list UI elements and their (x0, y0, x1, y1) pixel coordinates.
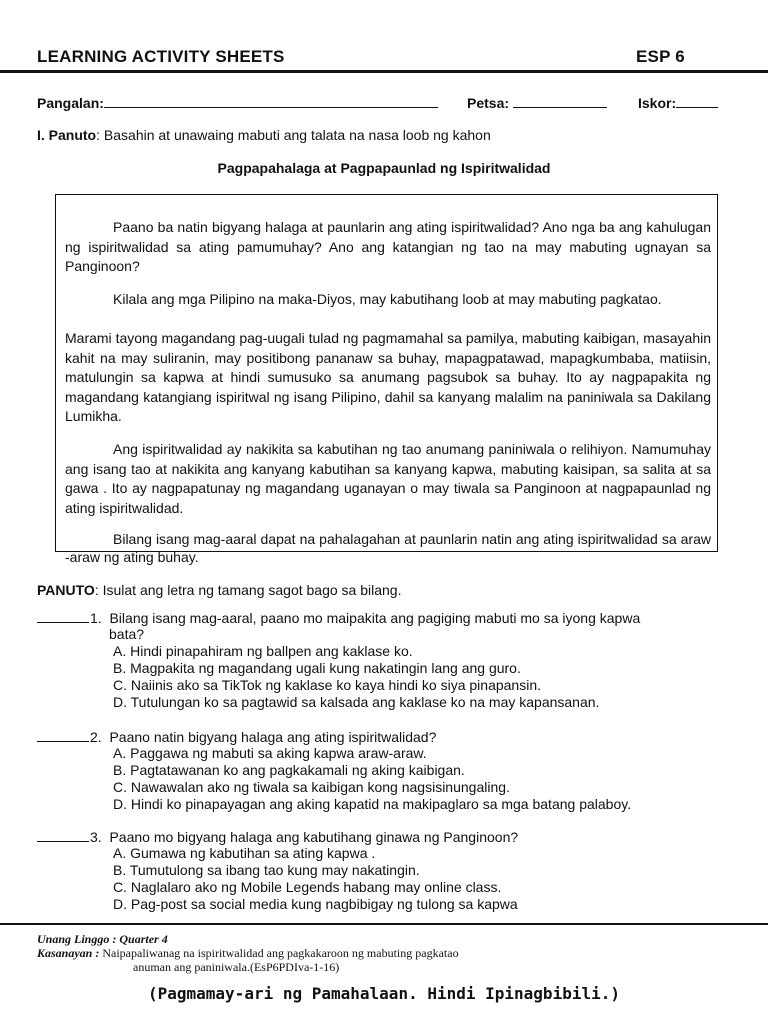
skill-text-continued: anuman ang paniniwala.(EsP6PDIva-1-16) (133, 960, 340, 974)
option-3c: C. Naglalaro ako ng Mobile Legends habang may online class. (113, 879, 502, 895)
skill-label: Kasanayan : (37, 946, 100, 960)
subject-label: ESP 6 (636, 47, 685, 66)
name-blank[interactable] (104, 93, 438, 108)
question-2 (37, 728, 727, 746)
sheet-title: LEARNING ACTIVITY SHEETS (37, 47, 285, 66)
date-blank[interactable] (513, 93, 607, 108)
question-text-continued: bata? (109, 626, 145, 642)
instruction-1-label: I. Panuto (37, 127, 97, 143)
instruction-2-label: PANUTO (37, 582, 95, 598)
option-1a: A. Hindi pinapahiram ng ballpen ang kaklase ko. (113, 643, 413, 659)
date-label: Petsa: (467, 95, 510, 111)
question-text: Paano natin bigyang halaga ang ating ispiritwalidad? (109, 729, 437, 745)
option-2b: B. Pagtatawanan ko ang pagkakamali ng aking kaibigan. (113, 762, 465, 778)
date-field (467, 93, 607, 111)
name-label: Pangalan: (37, 95, 104, 111)
question-text: Bilang isang mag-aaral, paano mo maipakita ang pagiging mabuti mo sa iyong kapwa (109, 610, 641, 626)
option-3b: B. Tumutulong sa ibang tao kung may nakatingin. (113, 862, 420, 878)
footer-rule (0, 923, 768, 925)
option-3a: A. Gumawa ng kabutihan sa ating kapwa . (113, 845, 376, 861)
week-label: Unang Linggo : Quarter 4 (37, 932, 168, 946)
skill-line (37, 946, 459, 961)
instruction-1-text: : Basahin at unawaing mabuti ang talata na nasa loob ng kahon (96, 127, 491, 143)
name-field (37, 93, 438, 111)
question-1 (37, 609, 727, 627)
question-number: 2. (90, 729, 102, 745)
instruction-1 (37, 127, 491, 143)
option-1d: D. Tutulungan ko sa pagtawid sa kalsada ang kaklase ko na may kapansanan. (113, 694, 600, 710)
ownership-notice: (Pagmamay-ari ng Pamahalaan. Hindi Ipinagbibili.) (147, 984, 620, 1003)
answer-blank-3[interactable] (37, 828, 89, 842)
score-label: Iskor: (638, 95, 677, 111)
passage-paragraph-1: Paano ba natin bigyang halaga at paunlarin ang ating ispiritwalidad? Ano nga ba ang kahulugan ng ispiritwalidad sa ating pamumuhay? Ano ang katangian ng tao na may mabuting ugnayan sa Panginoon? (65, 219, 711, 275)
question-number: 1. (90, 610, 102, 626)
passage-paragraph-3: Marami tayong magandang pag-uugali tulad ng pagmamahal sa pamilya, mabuting kaibigan, masayahin kahit na may suliranin, may positibong pananaw sa buhay, mapagpatawad, mapagkumbaba, matiisin, matulungin sa kapwa at hindi sumusuko sa anumang pagsubok sa buhay. Ito ay nagpapakita ng magandang katangiang ispiritwal ng isang Pilipino, dahil sa kanyang malalim na paniniwala sa Dakilang Lumikha. (65, 330, 711, 425)
instruction-2-text: : Isulat ang letra ng tamang sagot bago sa bilang. (94, 582, 402, 598)
option-2a: A. Paggawa ng mabuti sa aking kapwa araw-araw. (113, 745, 427, 761)
passage-title: Pagpapahalaga at Pagpapaunlad ng Ispiritwalidad (217, 160, 551, 176)
option-3d: D. Pag-post sa social media kung nagbibigay ng tulong sa kapwa (113, 896, 518, 912)
option-1c: C. Naiinis ako sa TikTok ng kaklase ko kaya hindi ko siya pinapansin. (113, 677, 541, 693)
passage-paragraph-4: Ang ispiritwalidad ay nakikita sa kabutihan ng tao anumang paniniwala o relihiyon. Namumuhay ang isang tao at nakikita ang kanyang kabutihan sa kanyang kapwa, mabuting kaisipan, sa salita at sa gawa . Ito ay nagpapatunay ng magandang uganayan o may tiwala sa Panginoon at nagpapaunlad ng ating ispiritwalidad. (65, 441, 711, 516)
option-2d: D. Hindi ko pinapayagan ang aking kapatid na makipaglaro sa mga batang palaboy. (113, 796, 632, 812)
question-3 (37, 828, 727, 846)
score-field (638, 93, 718, 111)
passage-paragraph-2: Kilala ang mga Pilipino na maka-Diyos, may kabutihang loob at may mabuting pagkatao. (113, 291, 662, 307)
passage-paragraph-5: Bilang isang mag-aaral dapat na pahalagahan at paunlarin natin ang ating ispiritwalidad sa araw -araw ng ating buhay. (65, 531, 711, 565)
answer-blank-2[interactable] (37, 728, 89, 742)
answer-blank-1[interactable] (37, 609, 89, 623)
question-text: Paano mo bigyang halaga ang kabutihang ginawa ng Panginoon? (109, 829, 519, 845)
instruction-2 (37, 582, 401, 598)
header-rule (0, 70, 768, 73)
score-blank[interactable] (676, 93, 718, 108)
question-number: 3. (90, 829, 102, 845)
option-1b: B. Magpakita ng magandang ugali kung nakatingin lang ang guro. (113, 660, 521, 676)
skill-text: Naipapaliwanag na ispiritwalidad ang pagkakaroon ng mabuting pagkatao (102, 946, 459, 960)
option-2c: C. Nawawalan ako ng tiwala sa kaibigan kong nagsisinungaling. (113, 779, 510, 795)
